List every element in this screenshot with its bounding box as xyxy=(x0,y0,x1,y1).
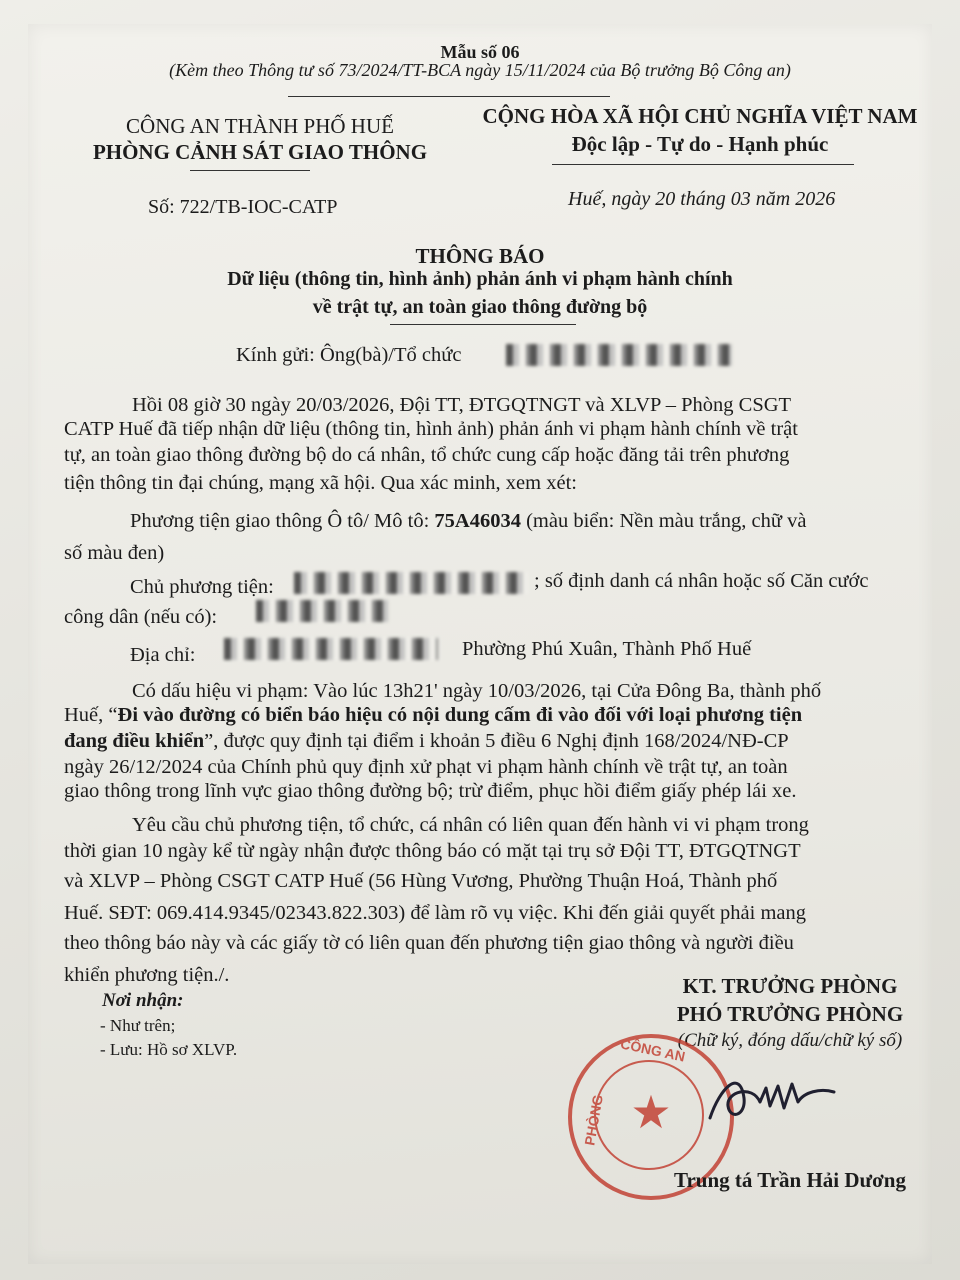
redacted-address xyxy=(224,638,438,660)
owner-id-label: ; số định danh cá nhân hoặc số Căn cước xyxy=(534,570,869,592)
violation-description-end: đang điều khiển xyxy=(64,730,205,752)
vehicle-suffix: (màu biển: Nền màu trắng, chữ và xyxy=(520,510,807,532)
redacted-owner xyxy=(294,572,528,594)
document-subtitle-line1: Dữ liệu (thông tin, hình ảnh) phản ánh vi phạm hành chính xyxy=(227,268,733,290)
violation-legal-basis: ”, được quy định tại điểm i khoản 5 điều 6 Nghị định 168/2024/NĐ-CP xyxy=(204,730,789,752)
signer-note: (Chữ ký, đóng dấu/chữ ký số) xyxy=(677,1030,903,1051)
redacted-id-number xyxy=(256,600,388,622)
motto-rule xyxy=(552,164,854,165)
form-reference: (Kèm theo Thông tư số 73/2024/TT-BCA ngày 15/11/2024 của Bộ trưởng Bộ Công an) xyxy=(169,60,791,80)
owner-citizen-label: công dân (nếu có): xyxy=(64,606,218,628)
address-text: Phường Phú Xuân, Thành Phố Huế xyxy=(462,638,752,660)
request-line1: Yêu cầu chủ phương tiện, tổ chức, cá nhân có liên quan đến hành vi vi phạm trong xyxy=(132,814,809,836)
document-subtitle-line2: về trật tự, an toàn giao thông đường bộ xyxy=(312,296,648,318)
recipients-label: Nơi nhận: xyxy=(102,990,184,1011)
violation-line3 xyxy=(64,730,789,753)
stamp-star-icon: ★ xyxy=(630,1087,672,1138)
violation-line4: ngày 26/12/2024 của Chính phủ quy định xử phạt vi phạm hành chính về trật tự, an toàn xyxy=(64,756,788,778)
request-line5: theo thông báo này và các giấy tờ có liên quan đến phương tiện giao thông và người điều xyxy=(64,932,794,954)
vehicle-prefix: Phương tiện giao thông Ô tô/ Mô tô: xyxy=(130,510,435,532)
signer-title-2: PHÓ TRƯỞNG PHÒNG xyxy=(676,1002,904,1026)
vehicle-line2: số màu đen) xyxy=(64,542,165,564)
header-rule xyxy=(288,96,610,97)
request-line4: Huế. SĐT: 069.414.9345/02343.822.303) để làm rõ vụ việc. Khi đến giải quyết phải mang xyxy=(64,902,806,924)
violation-line1: Có dấu hiệu vi phạm: Vào lúc 13h21' ngày 10/03/2026, tại Cửa Đông Ba, thành phố xyxy=(132,680,822,702)
para1-line1: Hồi 08 giờ 30 ngày 20/03/2026, Đội TT, ĐTGQTNGT và XLVP – Phòng CSGT xyxy=(132,394,792,416)
issuer-department: PHÒNG CẢNH SÁT GIAO THÔNG xyxy=(92,140,428,164)
request-line2: thời gian 10 ngày kể từ ngày nhận được thông báo có mặt tại trụ sở Đội TT, ĐTGQTNGT xyxy=(64,840,801,862)
issuer-agency: CÔNG AN THÀNH PHỐ HUẾ xyxy=(126,114,394,138)
stamp-top-text: CÔNG AN xyxy=(619,1035,687,1065)
violation-line5: giao thông trong lĩnh vực giao thông đường bộ; trừ điểm, phục hồi điểm giấy phép lái xe. xyxy=(64,780,797,802)
para1-line2: CATP Huế đã tiếp nhận dữ liệu (thông tin, hình ảnh) phản ánh vi phạm hành chính về trật xyxy=(64,418,798,440)
recipient-label: Kính gửi: Ông(bà)/Tổ chức xyxy=(236,344,462,366)
redacted-recipient xyxy=(506,344,732,366)
national-title: CỘNG HÒA XÃ HỘI CHỦ NGHĨA VIỆT NAM xyxy=(482,104,918,128)
violation-prefix: Huế, “ xyxy=(64,704,118,726)
handwritten-signature xyxy=(700,1058,840,1138)
recipient-item-2: - Lưu: Hồ sơ XLVP. xyxy=(100,1040,238,1059)
issue-date: Huế, ngày 20 tháng 03 năm 2026 xyxy=(568,188,836,210)
address-label: Địa chỉ: xyxy=(130,644,196,666)
stamp-side-text: PHÒNG xyxy=(581,1093,607,1147)
para1-line3: tự, an toàn giao thông đường bộ do cá nhân, tổ chức cung cấp hoặc đăng tải trên phương xyxy=(64,444,790,466)
signer-title-1: KT. TRƯỞNG PHÒNG xyxy=(682,974,898,998)
owner-label: Chủ phương tiện: xyxy=(130,576,274,598)
form-number: Mẫu số 06 xyxy=(440,42,520,62)
request-line3: và XLVP – Phòng CSGT CATP Huế (56 Hùng Vương, Phường Thuận Hoá, Thành phố xyxy=(64,870,778,892)
vehicle-line1 xyxy=(130,510,806,533)
violation-line2 xyxy=(64,704,802,727)
para1-line4: tiện thông tin đại chúng, mạng xã hội. Qua xác minh, xem xét: xyxy=(64,472,577,494)
violation-description: Đi vào đường có biển báo hiệu có nội dung cấm đi vào đối với loại phương tiện xyxy=(117,704,803,726)
issuer-rule xyxy=(190,170,310,171)
vehicle-plate: 75A46034 xyxy=(434,510,521,532)
document-number: Số: 722/TB-IOC-CATP xyxy=(148,196,338,218)
title-rule xyxy=(390,324,576,325)
national-motto: Độc lập - Tự do - Hạnh phúc xyxy=(571,132,829,156)
stamp-inner-ring xyxy=(594,1060,704,1170)
recipient-item-1: - Như trên; xyxy=(100,1016,176,1035)
document-title: THÔNG BÁO xyxy=(415,244,545,268)
signer-name: Trung tá Trần Hải Dương xyxy=(674,1168,906,1192)
request-line6: khiển phương tiện./. xyxy=(64,964,230,986)
